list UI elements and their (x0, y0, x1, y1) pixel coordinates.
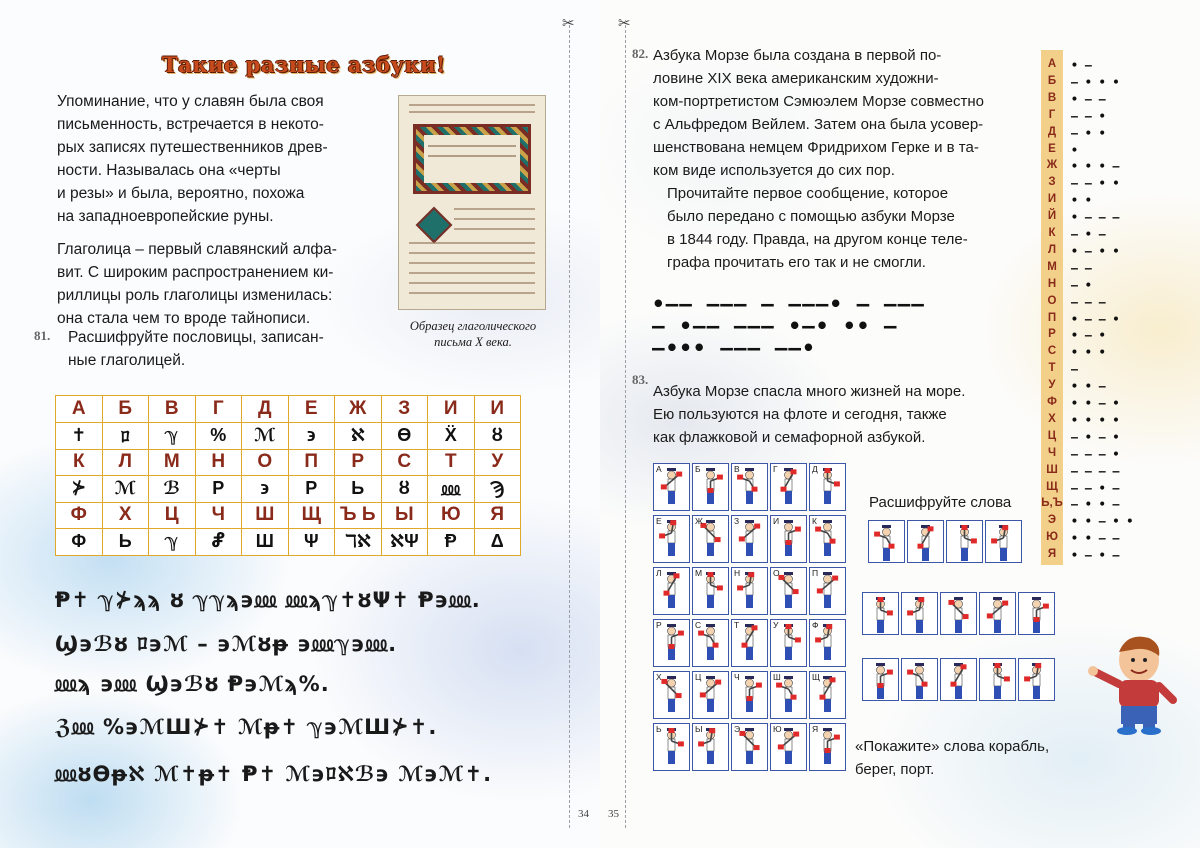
morse-code: — — — (1071, 294, 1106, 309)
cut-line (625, 20, 626, 828)
text-line: Глаголица – первый славянский алфа- (57, 241, 337, 258)
glagolitic-glyph-cell: ϶ (288, 422, 335, 449)
morse-message-line: •—— ——— — ———• — ——— (652, 292, 925, 316)
morse-code: • — — (1071, 91, 1106, 106)
text-line: ловине XIX века американским художни- (653, 70, 939, 87)
cyrillic-letter-cell: И (428, 396, 475, 423)
semaphore-word-cell (1018, 592, 1055, 635)
morse-letter: В (1047, 91, 1057, 104)
morse-code: — — • (1071, 108, 1106, 123)
semaphore-letter-cell (653, 723, 690, 771)
morse-letter: Ш (1046, 463, 1058, 476)
semaphore-letter-cell (653, 671, 690, 719)
morse-code: — — • — (1071, 480, 1120, 495)
morse-code: — — — — (1071, 463, 1120, 478)
glagolitic-glyph-cell: Ᵽ (428, 529, 475, 556)
task-82-text (653, 44, 984, 182)
semaphore-letter-label: П (812, 568, 819, 578)
glagolitic-glyph-cell: Ш (242, 529, 289, 556)
semaphore-letter-label: О (773, 568, 780, 578)
morse-letter: О (1047, 294, 1057, 307)
morse-letter: Р (1048, 328, 1056, 341)
morse-letter: Э (1047, 514, 1057, 527)
semaphore-letter-label: Щ (812, 672, 820, 682)
semaphore-letter-cell (653, 515, 690, 563)
text-line: на западноевропейские руны. (57, 208, 274, 225)
semaphore-letter-cell (770, 567, 807, 615)
semaphore-figure (908, 521, 943, 565)
morse-code: • • • • (1071, 412, 1120, 427)
cyrillic-letter-cell: А (56, 396, 103, 423)
semaphore-letter-cell (731, 671, 768, 719)
semaphore-letter-label: К (812, 516, 817, 526)
morse-letter: Е (1048, 142, 1056, 155)
morse-letter: Ь,Ъ (1041, 497, 1063, 510)
cyrillic-letter-cell: К (56, 449, 103, 476)
text-line: письма X века. (434, 335, 512, 349)
glagolitic-glyph-cell: Ϡ (474, 476, 521, 503)
morse-letter: Л (1047, 243, 1057, 256)
proverb-line: Ᵽ✝ ℽ⊁ϡϡ ȣ ℽℽϡ϶⅏ ⅏ϡℽ✝ȣΨ✝ Ᵽ϶⅏. (55, 588, 481, 612)
semaphore-letter-label: Д (812, 464, 818, 474)
glagolitic-glyph-cell: ℵ (335, 422, 382, 449)
semaphore-letter-label: Ы (695, 724, 703, 734)
morse-letter: М (1047, 260, 1057, 273)
glagolitic-glyph-cell: ℸℵ (335, 529, 382, 556)
scissors-icon: ✂ (562, 15, 575, 32)
morse-code: — • — (1071, 227, 1106, 241)
semaphore-word-cell (946, 520, 983, 563)
morse-letter: Ч (1047, 446, 1057, 459)
task-82-question (653, 182, 968, 274)
semaphore-word-cell (940, 658, 977, 701)
manuscript-photo (398, 95, 546, 310)
text-line: ком-портретистом Сэмюэлем Морзе совместно (653, 93, 984, 110)
semaphore-figure (869, 521, 904, 565)
cyrillic-letter-cell: Д (242, 396, 289, 423)
semaphore-letter-label: Я (812, 724, 819, 734)
text-line: и резы» и была, вероятно, похожа (57, 185, 305, 202)
semaphore-letter-cell (809, 723, 846, 771)
morse-letter: Ж (1046, 159, 1058, 172)
semaphore-letter-cell (692, 567, 729, 615)
semaphore-word-cell (979, 592, 1016, 635)
semaphore-letter-cell (809, 515, 846, 563)
page-number-left: 34 (578, 808, 589, 820)
cyrillic-letter-cell: Л (102, 449, 149, 476)
text-line: Образец глаголического (409, 319, 537, 333)
semaphore-word-cell (985, 520, 1022, 563)
semaphore-letter-cell (809, 671, 846, 719)
semaphore-letter-cell (731, 723, 768, 771)
morse-code: — • (1071, 277, 1092, 292)
glagolitic-glyph-cell: ℬ (149, 476, 196, 503)
morse-letter: З (1048, 176, 1056, 189)
morse-message-line: —••• ——— ——• (652, 336, 816, 360)
text-line: в 1844 году. Правда, на другом конце теле- (667, 231, 968, 248)
cyrillic-letter-cell: И (474, 396, 521, 423)
morse-letter: А (1047, 58, 1057, 70)
semaphore-word-cell (979, 658, 1016, 701)
semaphore-figure (902, 659, 937, 703)
semaphore-letter-label: Ч (734, 672, 740, 682)
task-number-83: 83. (632, 372, 649, 387)
semaphore-figure (863, 593, 898, 637)
semaphore-figure (863, 659, 898, 703)
semaphore-letter-label: Т (734, 620, 740, 630)
semaphore-word-cell (862, 658, 899, 701)
semaphore-letter-cell (653, 567, 690, 615)
page-title: Такие разные азбуки! (162, 52, 446, 77)
morse-letter: Ц (1047, 429, 1057, 442)
semaphore-word-cell (862, 592, 899, 635)
semaphore-letter-cell (731, 619, 768, 667)
morse-message-line: — •—— ——— •—• •• — (652, 314, 898, 338)
glagolitic-glyph-cell: ℳ (102, 476, 149, 503)
glagolitic-glyph-cell: ϶ (242, 476, 289, 503)
morse-letter: Ф (1047, 396, 1057, 408)
semaphore-letter-label: И (773, 516, 780, 526)
text-line: Азбука Морзе была создана в первой по- (653, 47, 942, 64)
morse-letter: К (1048, 227, 1056, 239)
glagolitic-glyph-cell: ℽ (149, 529, 196, 556)
morse-letter: Й (1047, 210, 1057, 223)
morse-letter: Т (1048, 362, 1056, 375)
morse-code: • (1071, 142, 1078, 157)
semaphore-letter-label: Ц (695, 672, 702, 682)
text-line: графа прочитать его так и не смогли. (667, 254, 926, 271)
morse-code: — • — • (1071, 429, 1120, 444)
cyrillic-letter-cell: П (288, 449, 335, 476)
semaphore-letter-label: С (695, 620, 702, 630)
task-81-text (68, 326, 324, 372)
cyrillic-letter-cell: З (381, 396, 428, 423)
semaphore-figure (986, 521, 1021, 565)
text-line: с Альфредом Вейлем. Затем она была усовер- (653, 116, 984, 133)
text-line: Расшифруйте пословицы, записан- (68, 329, 324, 346)
semaphore-letter-label: Ж (695, 516, 703, 526)
glagolitic-glyph-cell: ϴ (381, 422, 428, 449)
text-line: она стала чем то вроде тайнописи. (57, 310, 311, 327)
glagolitic-glyph-cell: ﾛ (102, 422, 149, 449)
cyrillic-letter-cell: Ч (195, 502, 242, 529)
semaphore-letter-label: Ф (812, 620, 819, 630)
proverb-line: Ϣ϶ℬȣ ﾛ϶ℳ – ϶ℳȣᵽ ϶⅏ℽ϶⅏. (55, 632, 398, 656)
morse-code: • • (1071, 193, 1092, 208)
morse-code: — • • — (1071, 497, 1120, 512)
glagolitic-alphabet-table (55, 395, 521, 556)
glagolitic-glyph-cell: ℵΨ (381, 529, 428, 556)
semaphore-letter-cell (692, 723, 729, 771)
text-line: рых записях путешественников древ- (57, 139, 328, 156)
text-line: шенствована немцем Фридрихом Герке и в та- (653, 139, 979, 156)
semaphore-word-cell (901, 658, 938, 701)
semaphore-letter-cell (770, 671, 807, 719)
proverb-line: ⅏ϡ ϶⅏ Ϣ϶ℬȣ Ᵽ϶ℳϡ%. (55, 672, 330, 696)
semaphore-letter-label: Н (734, 568, 741, 578)
semaphore-figure (980, 659, 1015, 703)
glagolitic-glyph-cell: % (195, 422, 242, 449)
semaphore-word-cell (1018, 658, 1055, 701)
morse-letter: Г (1048, 108, 1056, 121)
morse-letter: И (1047, 193, 1057, 206)
semaphore-letter-cell (653, 463, 690, 511)
text-line: ности. Называлась она «черты (57, 162, 281, 179)
glagolitic-glyph-cell: ȣ (474, 422, 521, 449)
morse-letter: Я (1047, 548, 1057, 561)
cyrillic-letter-cell: Ц (149, 502, 196, 529)
cyrillic-letter-cell: С (381, 449, 428, 476)
glagolitic-glyph-cell: Ρ (288, 476, 335, 503)
proverb-line: ℨ⅏ %϶ℳШ⊁✝ ℳᵽ✝ ℽ϶ℳШ⊁✝. (55, 715, 438, 739)
morse-letter: Н (1047, 277, 1057, 290)
semaphore-word-cell (940, 592, 977, 635)
boy-illustration (1087, 630, 1187, 735)
semaphore-letter-cell (809, 463, 846, 511)
semaphore-letter-label: Л (656, 568, 662, 578)
cyrillic-letter-cell: Ш (242, 502, 289, 529)
task-number-82: 82. (632, 46, 649, 61)
cyrillic-letter-cell: Ы (381, 502, 428, 529)
cyrillic-letter-cell: У (474, 449, 521, 476)
glagolitic-glyph-cell: Р (195, 476, 242, 503)
glagolitic-glyph-cell: ✝ (56, 422, 103, 449)
morse-code: • — • (1071, 328, 1106, 343)
task-83-text (653, 380, 965, 449)
morse-code: • • • (1071, 345, 1106, 360)
semaphore-figure (941, 659, 976, 703)
glagolitsa-paragraph (57, 238, 337, 330)
decode-label: Расшифруйте слова (869, 494, 1012, 511)
morse-letter: У (1048, 379, 1056, 392)
morse-code: • — (1071, 58, 1092, 72)
glagolitic-glyph-cell: Ψ (288, 529, 335, 556)
semaphore-letter-cell (692, 515, 729, 563)
morse-code: — — — • (1071, 446, 1120, 461)
morse-code: — — (1071, 260, 1092, 275)
semaphore-letter-cell (809, 619, 846, 667)
cyrillic-letter-cell: О (242, 449, 289, 476)
semaphore-letter-label: В (734, 464, 740, 474)
cyrillic-letter-cell: Х (102, 502, 149, 529)
cyrillic-letter-cell: Т (428, 449, 475, 476)
text-line: берег, порт. (855, 761, 935, 778)
page-number-right: 35 (608, 808, 619, 820)
proverb-line: ⅏ȣϴᵽℵ ℳ✝ᵽ✝ Ᵽ✝ ℳ϶ﾛℵℬ϶ ℳ϶ℳ✝. (55, 762, 493, 786)
semaphore-letter-cell (770, 619, 807, 667)
semaphore-letter-cell (809, 567, 846, 615)
semaphore-figure (980, 593, 1015, 637)
text-line: ком виде используется до сих пор. (653, 162, 895, 179)
semaphore-letter-label: Ь (656, 724, 662, 734)
morse-letter: П (1047, 311, 1057, 324)
cyrillic-letter-cell: В (149, 396, 196, 423)
semaphore-figure (902, 593, 937, 637)
morse-letter: Х (1048, 412, 1056, 425)
task-number-81: 81. (34, 328, 51, 343)
morse-code: • • — (1071, 379, 1106, 394)
morse-code: • • — • (1071, 396, 1120, 410)
morse-code: — • • • (1071, 74, 1120, 89)
semaphore-letter-cell (692, 671, 729, 719)
semaphore-figure (947, 521, 982, 565)
semaphore-letter-label: У (773, 620, 779, 630)
show-words-label (855, 735, 1049, 781)
cyrillic-letter-cell: Ф (56, 502, 103, 529)
glagolitic-glyph-cell: ȣ (381, 476, 428, 503)
morse-alphabet-table (1041, 50, 1179, 565)
semaphore-figure (1019, 659, 1054, 703)
morse-code: • • — — (1071, 531, 1120, 546)
glagolitic-glyph-cell: Φ (56, 529, 103, 556)
text-line: Упоминание, что у славян была своя (57, 93, 324, 110)
morse-code: • — — • (1071, 311, 1120, 326)
semaphore-letter-label: З (734, 516, 740, 526)
semaphore-letter-label: Х (656, 672, 662, 682)
text-line: Ею пользуются на флоте и сегодня, также (653, 406, 947, 423)
semaphore-letter-cell (731, 515, 768, 563)
text-line: риллицы роль глаголицы изменилась: (57, 287, 333, 304)
semaphore-letter-label: М (695, 568, 703, 578)
cyrillic-letter-cell: Е (288, 396, 335, 423)
morse-code: • — — — (1071, 210, 1120, 225)
morse-letter: Ю (1046, 531, 1058, 544)
morse-letter: Щ (1046, 480, 1058, 493)
text-line: письменность, встречается в некото- (57, 116, 324, 133)
morse-code: — — • • (1071, 176, 1120, 191)
text-line: ные глаголицей. (68, 352, 186, 369)
text-line: Азбука Морзе спасла много жизней на море. (653, 383, 966, 400)
morse-letter: С (1047, 345, 1057, 358)
morse-letter: Б (1047, 74, 1057, 87)
morse-code: • • — • • (1071, 514, 1134, 529)
text-line: как флажковой и семафорной азбукой. (653, 429, 926, 446)
morse-code: — (1071, 362, 1078, 377)
text-line: Прочитайте первое сообщение, которое (667, 185, 949, 202)
photo-caption (398, 318, 548, 350)
cyrillic-letter-cell: Ю (428, 502, 475, 529)
glagolitic-glyph-cell: Ь (102, 529, 149, 556)
semaphore-letter-label: Е (656, 516, 662, 526)
morse-letter: Д (1047, 125, 1057, 138)
morse-code: • — • • (1071, 243, 1120, 258)
semaphore-letter-label: А (656, 464, 662, 474)
semaphore-word-cell (901, 592, 938, 635)
intro-paragraph (57, 90, 328, 228)
semaphore-letter-label: Ю (773, 724, 782, 734)
glagolitic-glyph-cell: ℽ (149, 422, 196, 449)
cyrillic-letter-cell: Р (335, 449, 382, 476)
semaphore-letter-cell (770, 723, 807, 771)
cyrillic-letter-cell: Ъ Ь (335, 502, 382, 529)
glagolitic-glyph-cell: Ь (335, 476, 382, 503)
semaphore-figure (941, 593, 976, 637)
cyrillic-letter-cell: М (149, 449, 196, 476)
glagolitic-glyph-cell: ⊁ (56, 476, 103, 503)
cyrillic-letter-cell: Щ (288, 502, 335, 529)
text-line: было передано с помощью азбуки Морзе (667, 208, 955, 225)
semaphore-word-cell (907, 520, 944, 563)
semaphore-letter-cell (731, 567, 768, 615)
cyrillic-letter-cell: Б (102, 396, 149, 423)
cyrillic-letter-cell: Г (195, 396, 242, 423)
glagolitic-glyph-cell: Ẍ (428, 422, 475, 449)
morse-code: • • • — (1071, 159, 1120, 174)
cyrillic-letter-cell: Я (474, 502, 521, 529)
morse-code: • — • — (1071, 548, 1120, 563)
semaphore-letter-label: Р (656, 620, 662, 630)
semaphore-letter-cell (731, 463, 768, 511)
glagolitic-glyph-cell: Ⴥ (195, 529, 242, 556)
semaphore-figure (1019, 593, 1054, 637)
cyrillic-letter-cell: Ж (335, 396, 382, 423)
semaphore-letter-cell (770, 515, 807, 563)
semaphore-letter-cell (692, 619, 729, 667)
semaphore-letter-label: Э (734, 724, 741, 734)
text-line: вит. С широким распространением ки- (57, 264, 334, 281)
semaphore-letter-label: Б (695, 464, 701, 474)
semaphore-letter-cell (770, 463, 807, 511)
semaphore-letter-cell (692, 463, 729, 511)
morse-code: — • • (1071, 125, 1106, 140)
glagolitic-glyph-cell: Δ (474, 529, 521, 556)
cut-line (569, 20, 570, 828)
semaphore-word-cell (868, 520, 905, 563)
semaphore-letter-label: Г (773, 464, 778, 474)
right-page (600, 0, 1200, 848)
semaphore-letter-label: Ш (773, 672, 781, 682)
glagolitic-glyph-cell: ℳ (242, 422, 289, 449)
semaphore-letter-cell (653, 619, 690, 667)
cyrillic-letter-cell: Н (195, 449, 242, 476)
glagolitic-glyph-cell: ⅏ (428, 476, 475, 503)
text-line: «Покажите» слова корабль, (855, 738, 1050, 755)
scissors-icon: ✂ (618, 15, 631, 32)
